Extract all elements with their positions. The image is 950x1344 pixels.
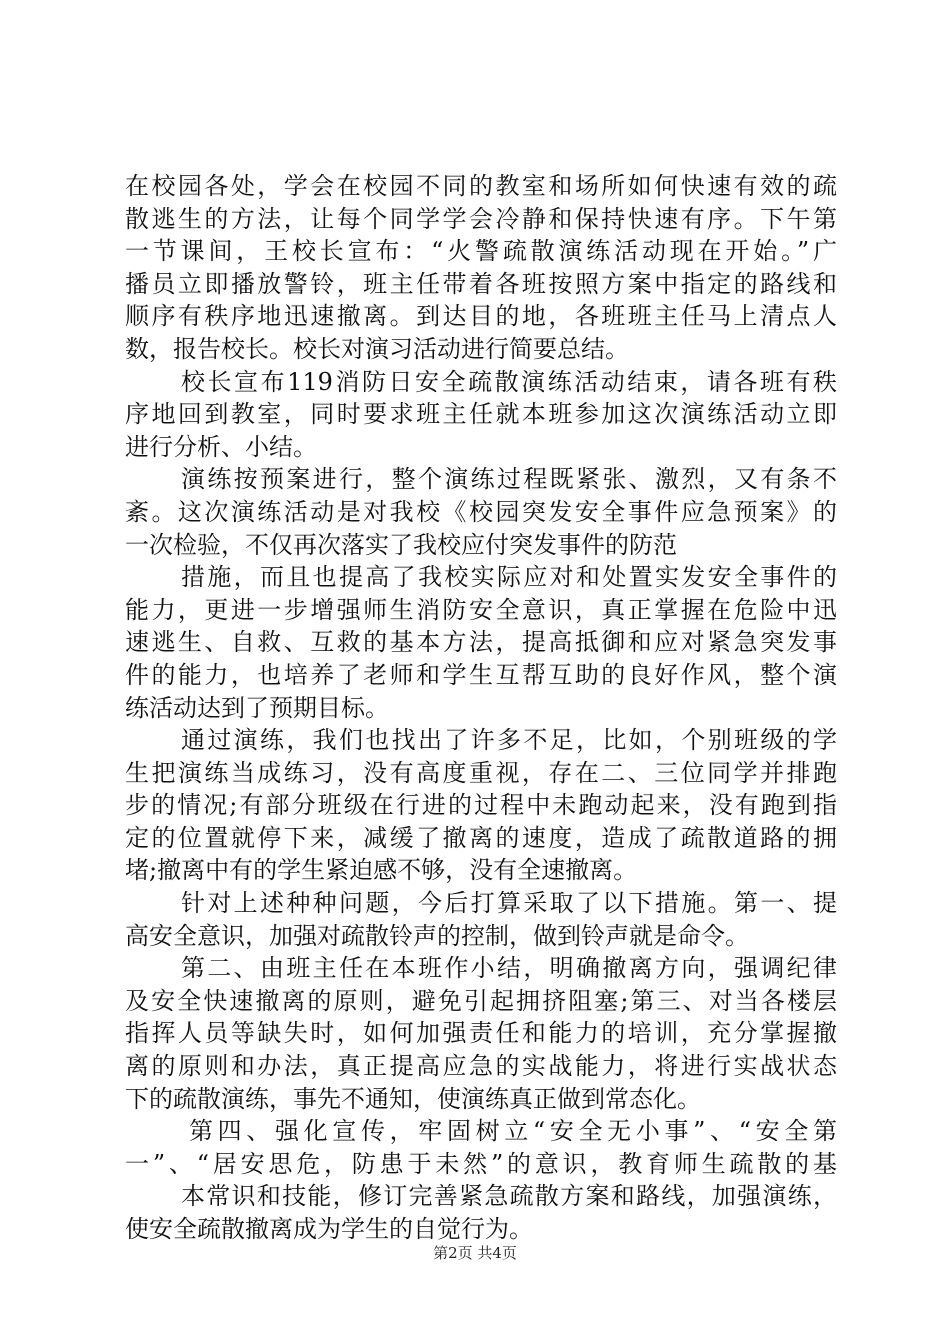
text-line: 措施，而且也提高了我校实际应对和处置实发安全事件的 [181, 563, 837, 592]
text-line: 下的疏散演练，事先不通知，使演练真正做到常态化。 [125, 1084, 701, 1113]
text-line: 数，报告校长。校长对演习活动进行简要总结。 [125, 334, 629, 363]
text-line: 步的情况;有部分班级在行进的过程中未跑动起来，没有跑到指 [125, 791, 837, 820]
text-line: 件的能力，也培养了老师和学生互帮互助的良好作风，整个演 [125, 660, 837, 689]
text-line: 紊。这次演练活动是对我校《校园突发安全事件应急预案》的 [125, 497, 837, 526]
text-line: 通过演练，我们也找出了许多不足，比如，个别班级的学 [181, 726, 837, 755]
page-number-footer: 第2页 共4页 [433, 1244, 517, 1262]
text-line: 第四、强化宣传，牢固树立“安全无小事”、“安全第 [189, 1117, 837, 1146]
text-line: 校长宣布119消防日安全疏散演练活动结束，请各班有秩 [181, 367, 837, 396]
text-line: 定的位置就停下来，减缓了撤离的速度，造成了疏散道路的拥 [125, 823, 837, 852]
text-line: 生把演练当成练习，没有高度重视，存在二、三位同学并排跑 [125, 758, 837, 787]
text-line: 在校园各处，学会在校园不同的教室和场所如何快速有效的疏 [125, 172, 837, 200]
text-line: 顺序有秩序地迅速撤离。到达目的地，各班班主任马上清点人 [125, 302, 837, 331]
text-line: 一”、“居安思危，防患于未然”的意识，教育师生疏散的基 [125, 1149, 837, 1178]
text-line: 使安全疏散撤离成为学生的自觉行为。 [125, 1215, 533, 1243]
text-line: 一节课间，王校长宣布：“火警疏散演练活动现在开始。”广 [125, 237, 837, 266]
text-line: 散逃生的方法，让每个同学学会冷静和保持快速有序。下午第 [125, 204, 837, 233]
text-line: 能力，更进一步增强师生消防安全意识，真正掌握在危险中迅 [125, 595, 837, 624]
text-line: 练活动达到了预期目标。 [125, 693, 389, 722]
text-line: 一次检验，不仅再次落实了我校应付突发事件的防范 [125, 530, 677, 559]
document-body [125, 170, 837, 1246]
text-line: 速逃生、自救、互救的基本方法，提高抵御和应对紧急突发事 [125, 628, 837, 657]
text-line: 针对上述种种问题，今后打算采取了以下措施。第一、提 [181, 889, 837, 918]
text-line: 本常识和技能，修订完善紧急疏散方案和路线，加强演练， [181, 1182, 837, 1211]
text-line: 堵;撤离中有的学生紧迫感不够，没有全速撤离。 [125, 856, 638, 885]
text-line: 序地回到教室，同时要求班主任就本班参加这次演练活动立即 [125, 400, 837, 429]
text-line: 第二、由班主任在本班作小结，明确撤离方向，强调纪律 [181, 954, 837, 983]
text-line: 及安全快速撤离的原则，避免引起拥挤阻塞;第三、对当各楼层 [125, 986, 837, 1015]
text-line: 演练按预案进行，整个演练过程既紧张、激烈，又有条不 [181, 465, 837, 494]
text-line: 播员立即播放警铃，班主任带着各班按照方案中指定的路线和 [125, 269, 837, 298]
text-line: 指挥人员等缺失时，如何加强责任和能力的培训，充分掌握撤 [125, 1019, 837, 1048]
text-line: 进行分析、小结。 [125, 432, 317, 461]
text-line: 高安全意识，加强对疏散铃声的控制，做到铃声就是命令。 [125, 921, 749, 950]
text-line: 离的原则和办法，真正提高应急的实战能力，将进行实战状态 [125, 1052, 837, 1081]
